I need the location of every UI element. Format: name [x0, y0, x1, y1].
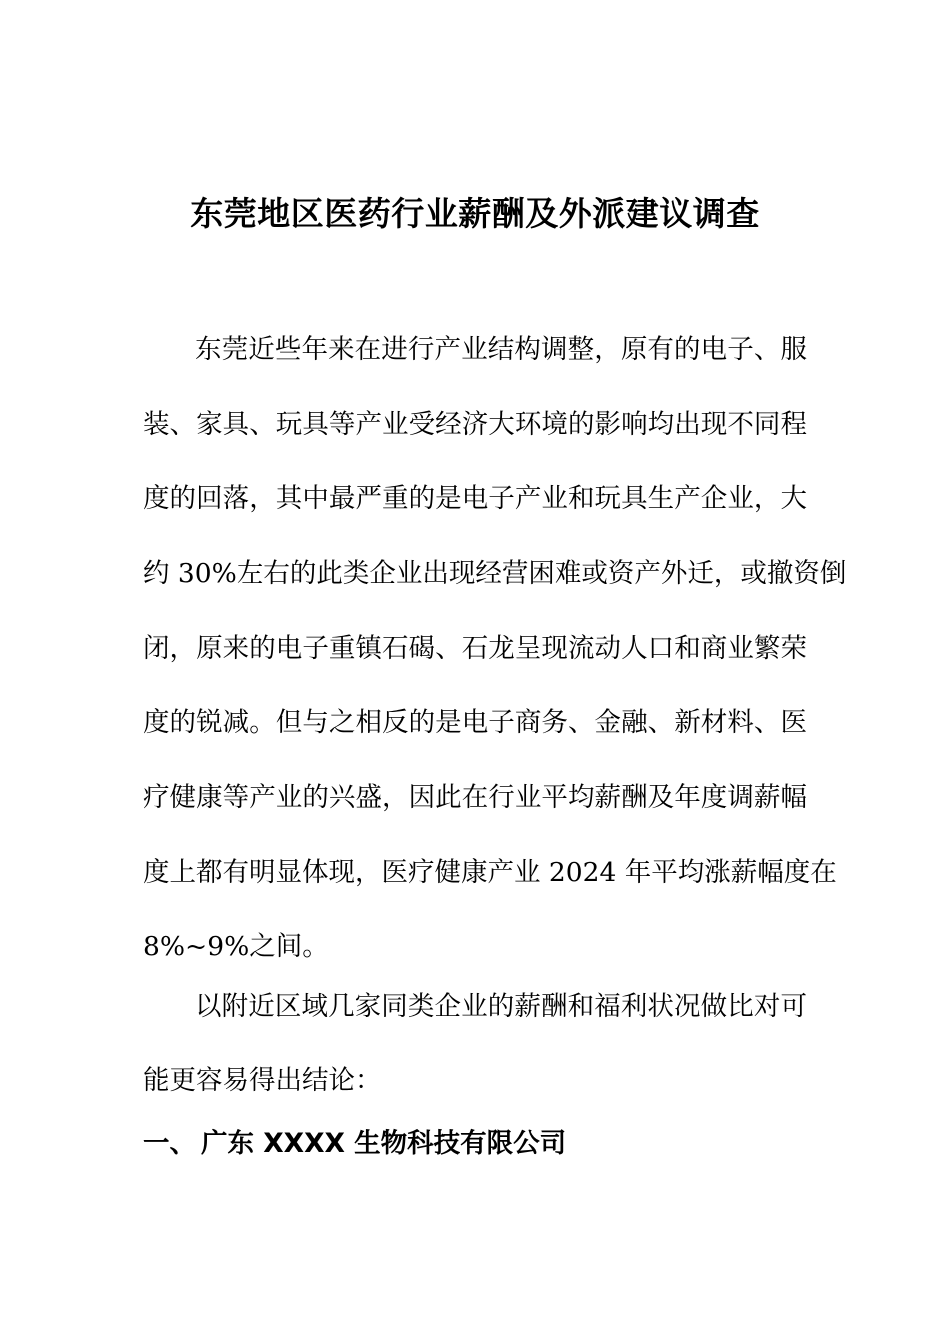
- paragraph-line: 约 30%左右的此类企业出现经营困难或资产外迁，或撤资倒: [143, 558, 847, 589]
- paragraph-line: 疗健康等产业的兴盛，因此在行业平均薪酬及年度调薪幅: [143, 782, 807, 813]
- paragraph-line: 能更容易得出结论：: [143, 1065, 382, 1096]
- section-heading: [143, 1124, 566, 1164]
- paragraph-line: 东莞近些年来在进行产业结构调整，原有的电子、服: [195, 334, 807, 365]
- section-number: 一、: [143, 1128, 196, 1159]
- document-title: 东莞地区医药行业薪酬及外派建议调查: [190, 194, 760, 233]
- paragraph-line: 度的锐减。但与之相反的是电子商务、金融、新材料、医: [143, 707, 807, 738]
- paragraph-line: 装、家具、玩具等产业受经济大环境的影响均出现不同程: [143, 409, 807, 440]
- paragraph-line: 8%~9%之间。: [143, 931, 329, 962]
- paragraph-line: 度的回落，其中最严重的是电子产业和玩具生产企业，大: [143, 483, 807, 514]
- paragraph-line: 度上都有明显体现，医疗健康产业 2024 年平均涨薪幅度在: [143, 857, 837, 888]
- section-title: 广东 XXXX 生物科技有限公司: [201, 1128, 567, 1159]
- paragraph-line: 闭，原来的电子重镇石碣、石龙呈现流动人口和商业繁荣: [143, 633, 807, 664]
- paragraph-line: 以附近区域几家同类企业的薪酬和福利状况做比对可: [195, 991, 807, 1022]
